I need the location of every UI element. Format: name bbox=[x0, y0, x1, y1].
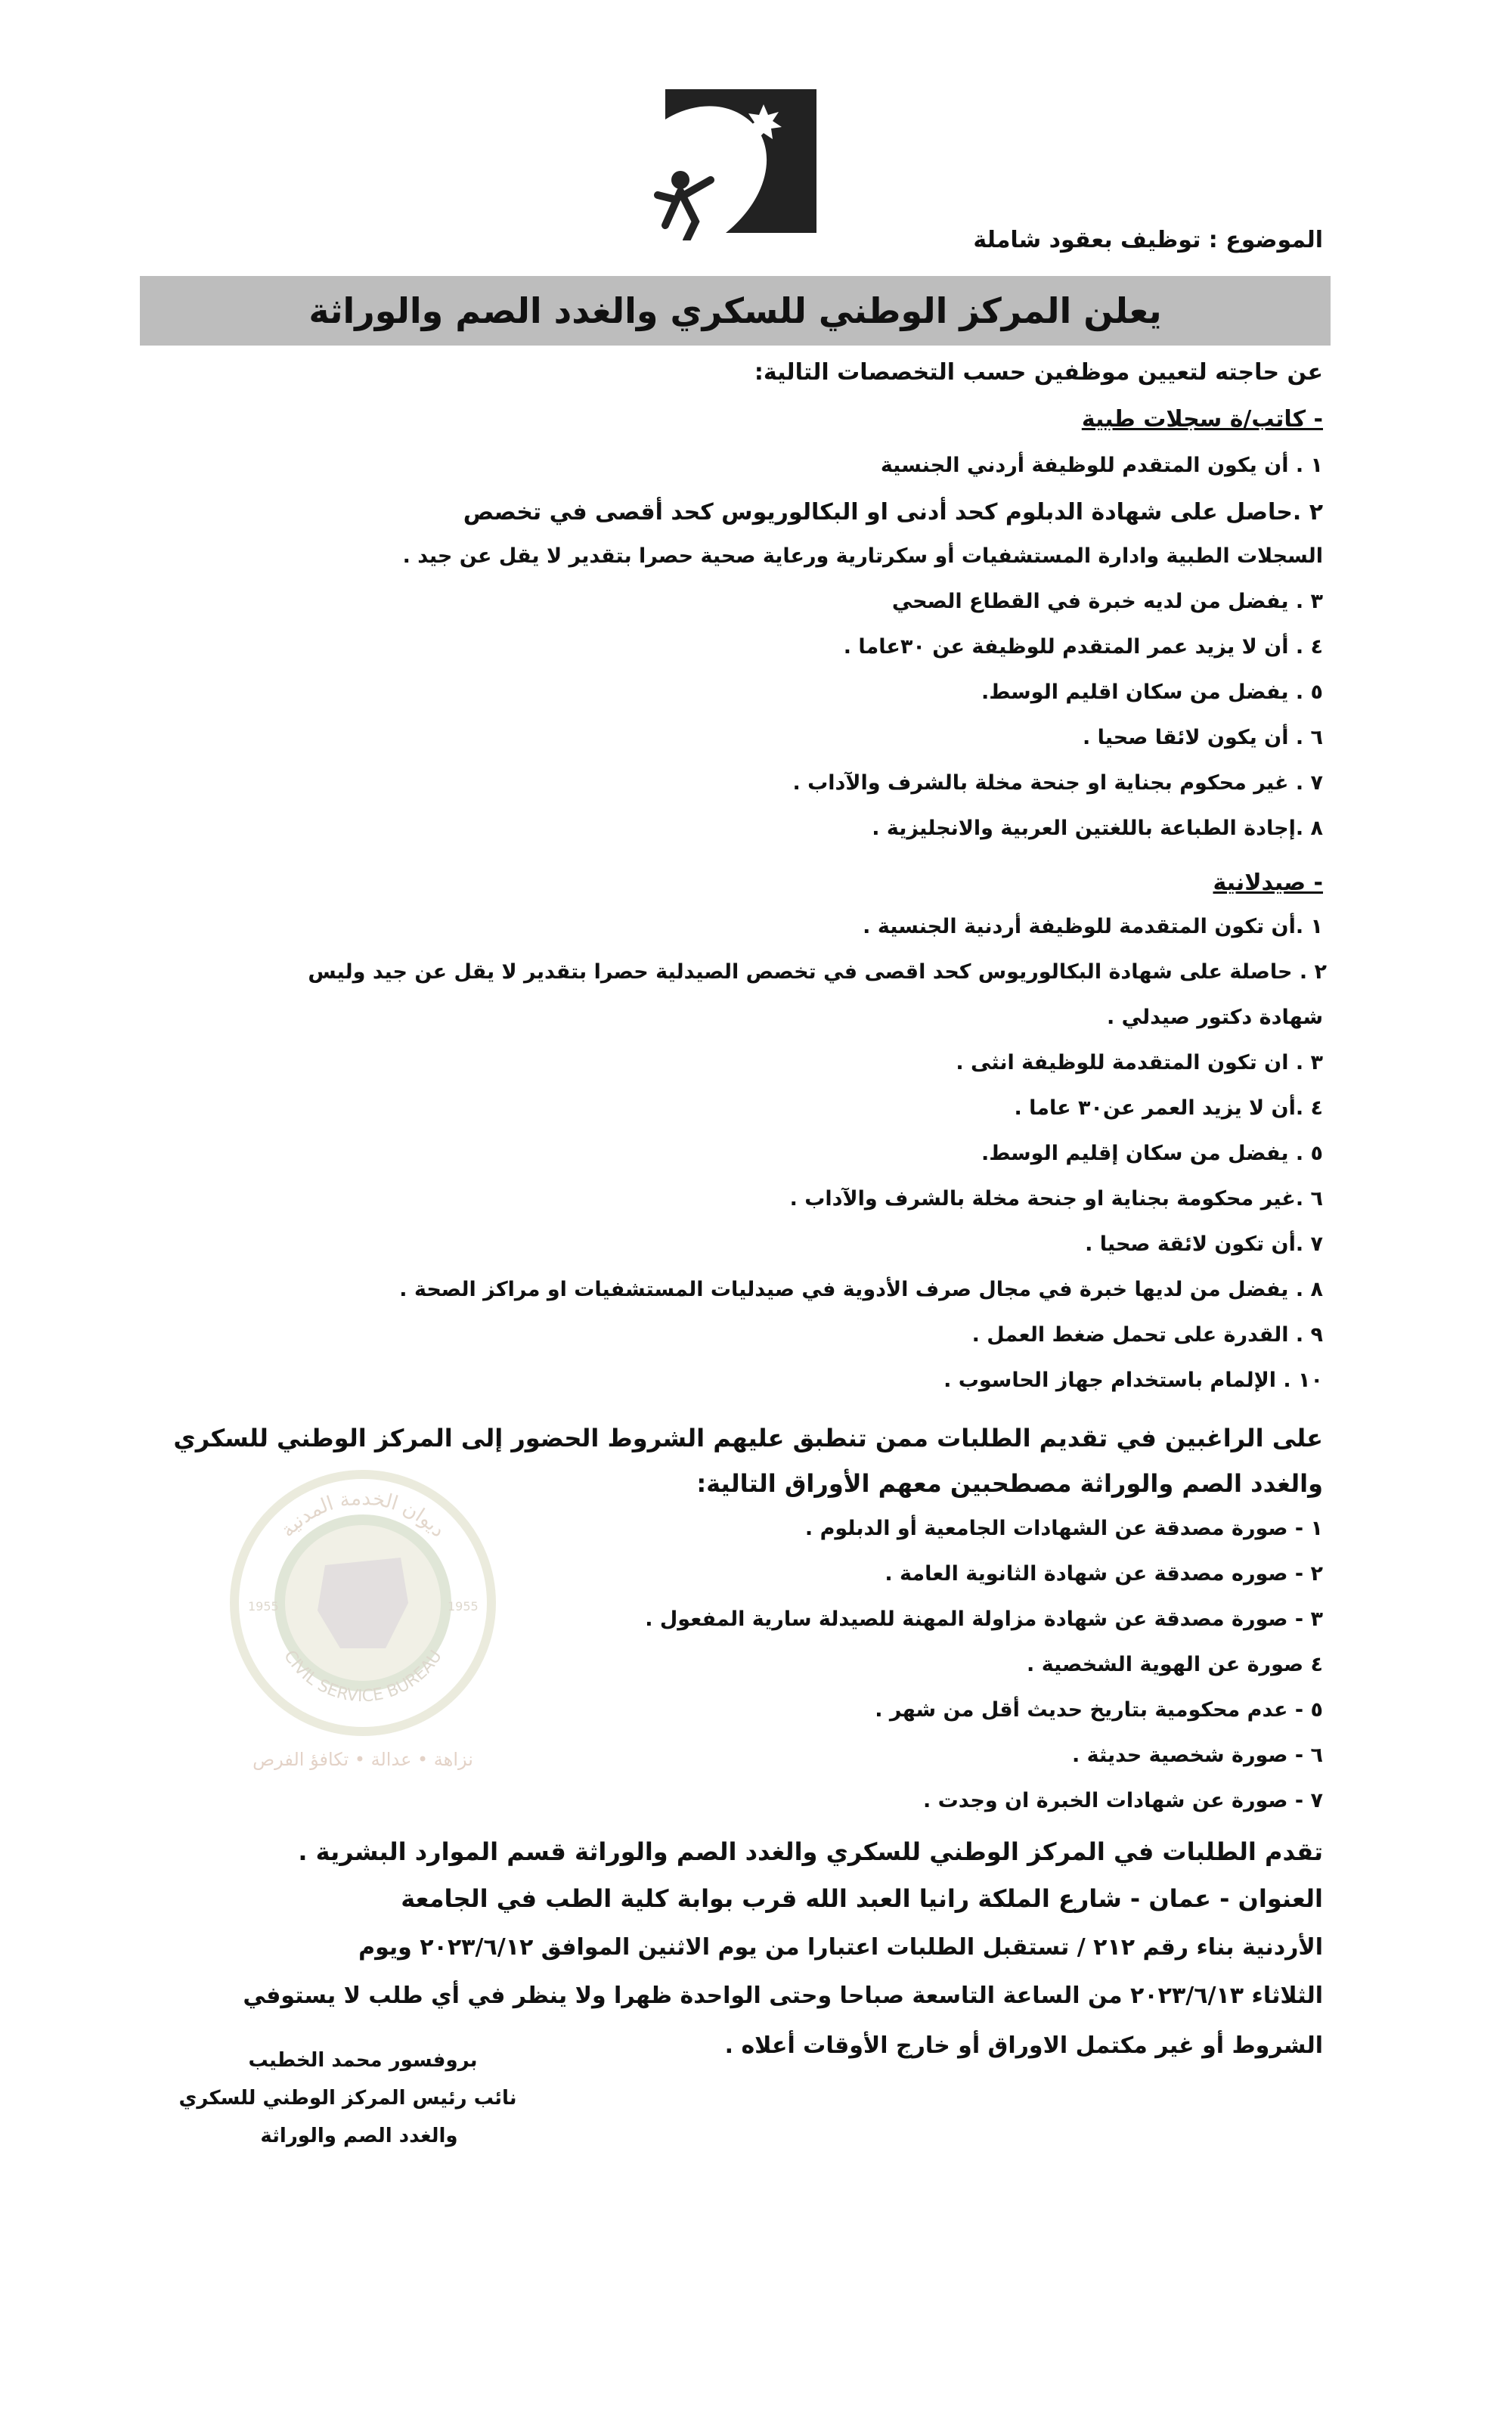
list-item: شهادة دكتور صيدلي . bbox=[1107, 1006, 1323, 1029]
section-pharmacist-title: - صيدلانية bbox=[1213, 870, 1323, 896]
list-item: ٤ . أن لا يزيد عمر المتقدم للوظيفة عن ٣٠عاما . bbox=[843, 635, 1323, 659]
applicants-text: على الراغبين في تقديم الطلبات ممن تنطبق عليهم الشروط الحضور إلى المركز الوطني للسكري bbox=[173, 1424, 1323, 1452]
list-item: ٩ . القدرة على تحمل ضغط العمل . bbox=[971, 1323, 1323, 1347]
document-item: ٣ - صورة مصدقة عن شهادة مزاولة المهنة للصيدلة سارية المفعول . bbox=[645, 1607, 1323, 1631]
seal-year-right: 1955 bbox=[448, 1599, 479, 1614]
list-item: ١ .أن تكون المتقدمة للوظيفة أردنية الجنسية . bbox=[863, 915, 1323, 938]
list-item: السجلات الطبية وادارة المستشفيات أو سكرتارية ورعاية صحية حصرا بتقدير لا يقل عن جيد . bbox=[402, 544, 1323, 568]
document-item: ١ - صورة مصدقة عن الشهادات الجامعية أو الدبلوم . bbox=[804, 1517, 1323, 1540]
document-item: ٢ - صوره مصدقة عن شهادة الثانوية العامة . bbox=[885, 1562, 1323, 1586]
closing-text: الشروط أو غير مكتمل الاوراق أو خارج الأوقات أعلاه . bbox=[724, 2032, 1323, 2059]
signatory-title: نائب رئيس المركز الوطني للسكري bbox=[178, 2087, 517, 2110]
civil-service-seal bbox=[227, 1459, 499, 1777]
intro-text: عن حاجته لتعيين موظفين حسب التخصصات التالية: bbox=[754, 359, 1323, 386]
closing-text: الثلاثاء ٢٠٢٣/٦/١٣ من الساعة التاسعة صباحا وحتى الواحدة ظهرا ولا ينظر في أي طلب لا يستوفي bbox=[243, 1983, 1323, 2009]
list-item: ٨ .إجادة الطباعة باللغتين العربية والانجليزية . bbox=[872, 817, 1323, 840]
list-item: ١ . أن يكون المتقدم للوظيفة أردني الجنسية bbox=[880, 454, 1323, 477]
closing-text: تقدم الطلبات في المركز الوطني للسكري والغدد الصم والوراثة قسم الموارد البشرية . bbox=[298, 1837, 1323, 1866]
section-medical-records-title: - كاتب/ة سجلات طبية bbox=[1081, 406, 1323, 432]
seal-motto: نزاهة • عدالة • تكافؤ الفرص bbox=[253, 1749, 473, 1770]
announcement-banner bbox=[140, 276, 1331, 346]
list-item: ٦ .غير محكومة بجناية او جنحة مخلة بالشرف والآداب . bbox=[789, 1187, 1323, 1211]
list-item: ٥ . يفضل من سكان إقليم الوسط. bbox=[981, 1142, 1323, 1165]
signatory-name: بروفسور محمد الخطيب bbox=[248, 2049, 478, 2072]
list-item: ٥ . يفضل من سكان اقليم الوسط. bbox=[981, 681, 1323, 704]
list-item: ٣ . ان تكون المتقدمة للوظيفة انثى . bbox=[956, 1051, 1323, 1074]
subject-line: الموضوع : توظيف بعقود شاملة bbox=[973, 227, 1323, 253]
list-item: ٢ . حاصلة على شهادة البكالوريوس كحد اقصى في تخصص الصيدلية حصرا بتقدير لا يقل عن جيد وليس bbox=[308, 960, 1327, 984]
seal-year-left: 1955 bbox=[248, 1599, 279, 1614]
list-item: ٦ . أن يكون لائقا صحيا . bbox=[1082, 726, 1323, 749]
closing-text: الأردنية بناء رقم ٢١٢ / تستقبل الطلبات اعتبارا من يوم الاثنين الموافق ٢٠٢٣/٦/١٢ ويوم bbox=[358, 1934, 1323, 1961]
list-item: ٧ . غير محكوم بجناية او جنحة مخلة بالشرف والآداب . bbox=[792, 771, 1323, 795]
document-item: ٤ صورة عن الهوية الشخصية . bbox=[1027, 1653, 1323, 1676]
document-item: ٥ - عدم محكومية بتاريخ حديث أقل من شهر . bbox=[875, 1698, 1323, 1722]
applicants-text: والغدد الصم والوراثة مصطحبين معهم الأوراق التالية: bbox=[696, 1469, 1323, 1498]
center-logo bbox=[650, 89, 816, 240]
list-item: ٨ . يفضل من لديها خبرة في مجال صرف الأدوية في صيدليات المستشفيات او مراكز الصحة . bbox=[399, 1278, 1323, 1301]
document-item: ٦ - صورة شخصية حديثة . bbox=[1071, 1744, 1323, 1767]
list-item: ٢ .حاصل على شهادة الدبلوم كحد أدنى او البكالوريوس كحد أقصى في تخصص bbox=[463, 499, 1323, 525]
document-item: ٧ - صورة عن شهادات الخبرة ان وجدت . bbox=[922, 1789, 1323, 1812]
seal-arabic-arc: ديوان الخدمة المدنية bbox=[276, 1487, 450, 1542]
list-item: ١٠ . الإلمام باستخدام جهاز الحاسوب . bbox=[943, 1369, 1323, 1392]
seal-english-arc: CIVIL SERVICE BUREAU bbox=[280, 1647, 446, 1707]
signatory-title: والغدد الصم والوراثة bbox=[260, 2125, 458, 2147]
list-item: ٤ .أن لا يزيد العمر عن٣٠ عاما . bbox=[1014, 1096, 1323, 1120]
banner-title: يعلن المركز الوطني للسكري والغدد الصم والوراثة bbox=[308, 290, 1162, 331]
list-item: ٣ . يفضل من لديه خبرة في القطاع الصحي bbox=[891, 590, 1323, 613]
closing-text: العنوان - عمان - شارع الملكة رانيا العبد الله قرب بوابة كلية الطب في الجامعة bbox=[401, 1884, 1323, 1913]
list-item: ٧ .أن تكون لائقة صحيا . bbox=[1085, 1232, 1323, 1256]
